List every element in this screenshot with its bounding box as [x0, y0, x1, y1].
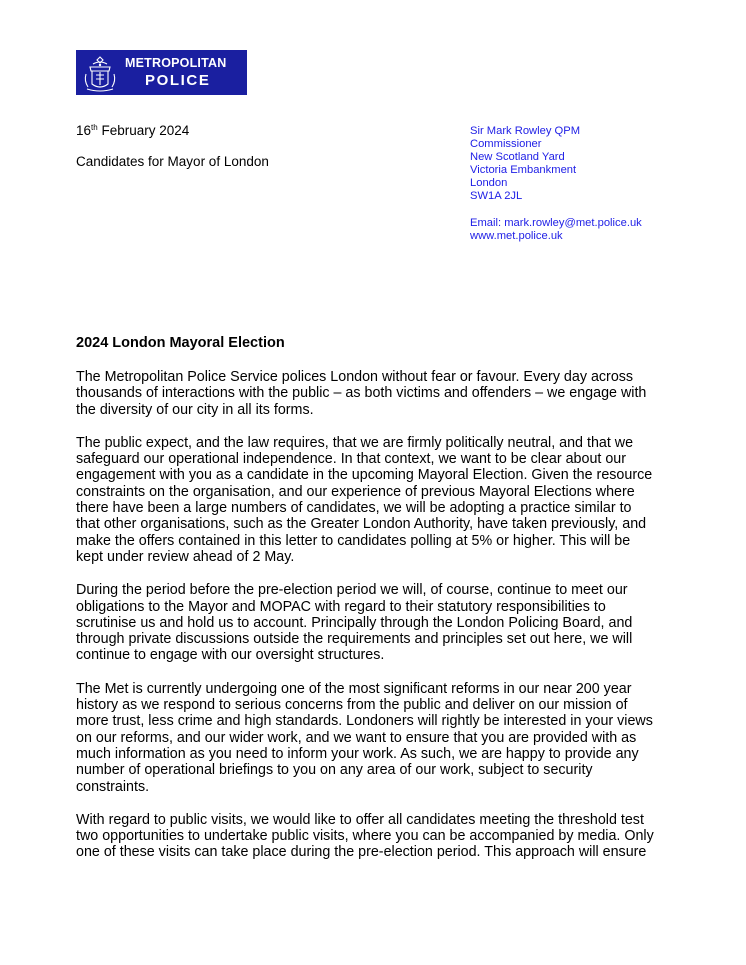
sender-title: Commissioner — [470, 138, 542, 151]
paragraph-line: The Metropolitan Police Service polices London without fear or favour. Every day across — [76, 369, 634, 385]
sender-city: London — [470, 177, 508, 190]
paragraph-line: much information as you need to inform your work. As such, we are happy to provide any — [76, 745, 639, 762]
paragraph-line: The public expect, and the law requires, that we are firmly politically neutral, and that we — [76, 434, 634, 451]
sender-email-link[interactable]: Email: mark.rowley@met.police.uk — [470, 216, 642, 229]
sender-web-link[interactable]: www.met.police.uk — [470, 229, 563, 242]
paragraph-line: history as we respond to serious concerns from the public and deliver on our mission of — [76, 697, 628, 714]
paragraph-line: constraints. — [76, 778, 150, 795]
date-rest: February 2024 — [97, 123, 190, 138]
logo-line2: POLICE — [145, 71, 211, 89]
paragraph-4 — [76, 681, 676, 795]
date-suffix: th — [91, 123, 98, 132]
met-police-logo — [76, 50, 247, 95]
paragraph-line: obligations to the Mayor and MOPAC with regard to their statutory responsibilities to — [76, 598, 606, 615]
paragraph-line: scrutinise us and hold us to account. Principally through the London Policing Board, and — [76, 614, 633, 631]
paragraph-line: number of operational briefings to you on any area of our work, subject to security — [76, 762, 593, 779]
paragraph-line: During the period before the pre-election period we will, of course, continue to meet our — [76, 582, 628, 599]
crest-icon — [82, 54, 118, 92]
letter-heading: 2024 London Mayoral Election — [76, 335, 285, 351]
paragraph-line: through private discussions outside the requirements and principles set out here, we will — [76, 631, 633, 648]
sender-address2: Victoria Embankment — [470, 164, 577, 177]
paragraph-5 — [76, 812, 676, 861]
paragraph-line: more trust, less crime and high standards. Londoners will rightly be interested in your views — [76, 713, 653, 730]
paragraph-line: engagement with you as a candidate in the upcoming Mayoral Election. Given the resource — [76, 467, 653, 484]
paragraph-line: The Met is currently undergoing one of the most significant reforms in our near 200 year — [76, 680, 632, 697]
sender-address1: New Scotland Yard — [470, 151, 565, 164]
paragraph-line: make the offers contained in this letter to candidates polling at 5% or higher. This will be — [76, 532, 631, 549]
sender-address-block — [470, 125, 642, 243]
paragraph-line: With regard to public visits, we would like to offer all candidates meeting the threshold test — [76, 811, 644, 828]
paragraph-2 — [76, 435, 676, 565]
paragraph-3 — [76, 582, 676, 663]
paragraph-line: thousands of interactions with the public – as both victims and offenders – we engage with — [76, 385, 647, 402]
paragraph-1 — [76, 369, 676, 418]
logo-line1: METROPOLITAN — [125, 56, 227, 71]
date-day: 16 — [76, 123, 92, 138]
paragraph-line: safeguard our operational independence. In that context, we want to be clear about our — [76, 451, 627, 468]
paragraph-line: on our reforms, and our wider work, and we want to ensure that you are provided with as — [76, 729, 637, 746]
recipient: Candidates for Mayor of London — [76, 154, 269, 169]
sender-postcode: SW1A 2JL — [470, 190, 523, 203]
paragraph-line: two opportunities to undertake public visits, where you can be accompanied by media. Only — [76, 828, 654, 845]
paragraph-line: that other organisations, such as the Greater London Authority, have taken previously, and — [76, 516, 647, 533]
paragraph-line: continue to engage with our oversight structures. — [76, 647, 385, 664]
paragraph-line: constraints on the organisation, and our experience of previous Mayoral Elections where — [76, 483, 635, 500]
paragraph-line: kept under review ahead of 2 May. — [76, 548, 295, 565]
letter-date — [76, 123, 189, 138]
sender-name: Sir Mark Rowley QPM — [470, 125, 581, 137]
paragraph-line: there have been a large numbers of candidates, we will be adopting a practice similar to — [76, 500, 632, 517]
paragraph-line: the diversity of our city in all its forms. — [76, 401, 314, 418]
paragraph-line: one of these visits can take place during the pre-election period. This approach will ensure — [76, 844, 647, 861]
letter-body — [76, 369, 676, 878]
